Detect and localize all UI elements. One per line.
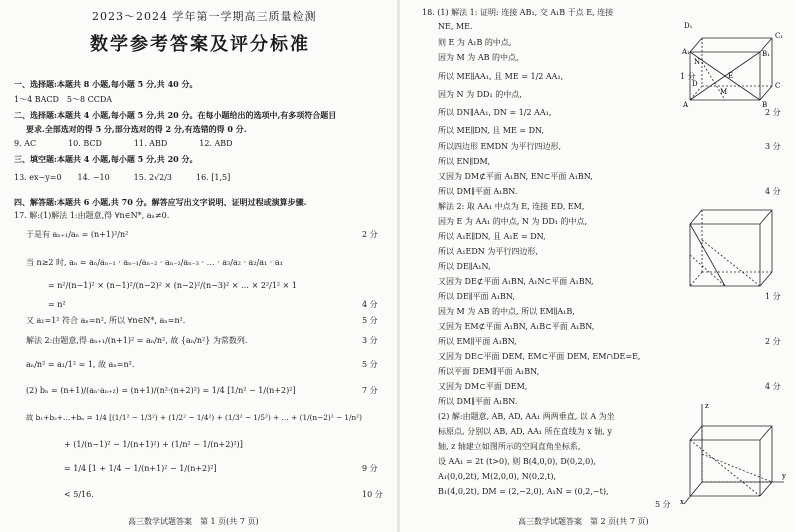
solution-line: 所以四边形 EMDN 为平行四边形,: [438, 142, 562, 151]
prism-figure-1: [680, 8, 790, 108]
answer-line: 9. AC 10. BCD 11. ABD 12. ABD: [14, 139, 233, 148]
figure-label: C₁: [775, 32, 784, 40]
solution-line: 因为 N 为 DD₁ 的中点,: [438, 90, 522, 99]
solution-line: 所以 A₁E∥DN, 且 A₁E = DN,: [438, 232, 546, 241]
section-heading: 三、填空题:本题共 4 小题,每小题 5 分,共 20 分。: [14, 154, 198, 164]
solution-line: NE, ME.: [438, 22, 473, 31]
score-mark: 2 分: [362, 230, 378, 239]
solution-line: 故 b₁+b₂+…+bₙ = 1/4 [(1/1² − 1/3²) + (1/2² − 1/4²) + (1/3² − 1/5²) + … + (1/(n−2)² − 1/n²): [26, 413, 362, 422]
solution-line: 设 AA₁ = 2t (t>0), 则 B(4,0,0), D(0,2,0),: [438, 457, 596, 466]
page-title: 数学参考答案及评分标准: [90, 34, 310, 55]
solution-line: 解法 2:由题意,得 aₙ₊₁/(n+1)² = aₙ/n², 故 {aₙ/n²} 为常数列.: [26, 336, 248, 345]
solution-line: 所以 EM∥平面 A₁BN,: [438, 337, 517, 346]
coordinate-figure: [680, 400, 790, 506]
figure-label: M: [720, 88, 728, 96]
score-mark: 4 分: [765, 187, 781, 196]
section-heading: 二、选择题:本题共 4 小题,每小题 5 分,共 20 分。在每小题给出的选项中,有多项符合题目: [14, 110, 337, 120]
page-2: [400, 0, 794, 532]
figure-label: z: [705, 402, 709, 410]
score-mark: 9 分: [362, 464, 378, 473]
score-mark: 5 分: [362, 316, 378, 325]
solution-line: 18. (1) 解法 1: 证明: 连接 AB₁, 交 A₁B 于点 E, 连接: [422, 8, 614, 17]
solution-line: 又因为 DM⊄平面 A₁BN, EN⊂平面 A₁BN,: [438, 172, 593, 181]
figure-label: N: [694, 58, 701, 66]
solution-line: 又因为 DM⊂平面 DEM,: [438, 382, 528, 391]
exam-header: 2023～2024 学年第一学期高三质量检测: [92, 10, 317, 23]
section-heading: 四、解答题:本题共 6 小题,共 70 分。解答应写出文字说明、证明过程或演算步骤.: [14, 197, 307, 207]
answer-line: 13. ex−y=0 14. −10 15. 2√2/3 16. [1,5]: [14, 173, 231, 182]
score-mark: 7 分: [362, 386, 378, 395]
solution-line: 所以 DE∥A₁N,: [438, 262, 491, 271]
figure-label: B₁: [762, 50, 770, 58]
score-mark: 3 分: [765, 142, 781, 151]
solution-line: 又因为 EM⊄平面 A₁BN, A₁B⊂平面 A₁BN,: [438, 322, 595, 331]
solution-line: (2) 解:由题意, AB, AD, AA₁ 两两垂直, 以 A 为坐: [438, 412, 615, 421]
score-mark: 10 分: [362, 490, 383, 499]
figure-label: A: [683, 101, 689, 108]
solution-line: aₙ/n² = a₁/1² = 1, 故 aₙ=n².: [26, 360, 135, 369]
figure-label: E: [728, 72, 734, 80]
page-footer: 高三数学试题答案 第 2 页(共 7 页): [518, 517, 649, 526]
section-heading: 要求.全部选对的得 5 分,部分选对的得 2 分,有选错的得 0 分.: [26, 124, 247, 134]
solution-line: 所以 DE∥平面 A₁BN,: [438, 292, 515, 301]
solution-line: 于是有 aₙ₊₁/aₙ = (n+1)²/n²: [26, 230, 129, 239]
solution-line: 解法 2: 取 AA₁ 中点为 E, 连接 ED, EM,: [438, 202, 585, 211]
solution-line: = n²: [48, 300, 66, 309]
solution-line: 又因为 DE⊄平面 A₁BN, A₁N⊂平面 A₁BN,: [438, 277, 594, 286]
solution-line: 因为 M 为 AB 的中点,: [438, 53, 519, 62]
solution-line: B₁(4,0,2t), DM = (2,−2,0), A₁N = (0,2,−t),: [438, 487, 609, 496]
figure-label: x: [680, 498, 684, 506]
score-mark: 4 分: [362, 300, 378, 309]
figure-label: D: [692, 80, 698, 88]
solution-line: 则 E 为 A₁B 的中点,: [438, 38, 512, 47]
solution-line: 当 n≥2 时, aₙ = aₙ/aₙ₋₁ · aₙ₋₁/aₙ₋₂ · aₙ₋₂/aₙ₋₃ · … · a₃/a₂ · a₂/a₁ · a₁: [26, 258, 283, 267]
score-mark: 1 分: [680, 72, 696, 81]
section-heading: 一、选择题:本题共 8 小题,每小题 5 分,共 40 分。: [14, 79, 198, 89]
solution-line: 所以平面 DEM∥平面 A₁BN,: [438, 367, 540, 376]
answer-line: 1～4 BACD 5～8 CCDA: [14, 95, 113, 104]
solution-line: 标原点, 分别以 AB, AD, AA₁ 所在直线为 x 轴, y: [438, 427, 612, 436]
solution-line: 所以 DM∥平面 A₁BN.: [438, 187, 518, 196]
score-mark: 5 分: [655, 500, 671, 509]
prism-figure-2: [680, 200, 790, 300]
solution-line: A₁(0,0,2t), M(2,0,0), N(0,2,t),: [438, 472, 557, 481]
solution-line: 所以 ME∥DN, 且 ME = DN,: [438, 126, 545, 135]
solution-line: 所以 EN∥DM,: [438, 157, 491, 166]
solution-line: + (1/(n−1)² − 1/(n+1)²) + (1/n² − 1/(n+2)²)]: [64, 440, 243, 449]
solution-line: = 1/4 [1 + 1/4 − 1/(n+1)² − 1/(n+2)²]: [64, 464, 217, 473]
solution-line: 因为 M 为 AB 的中点, 所以 EM∥A₁B,: [438, 307, 575, 316]
figure-label: A₁: [682, 48, 690, 56]
solution-line: 因为 E 为 AA₁ 的中点, N 为 DD₁ 的中点,: [438, 217, 588, 226]
solution-line: = n²/(n−1)² × (n−1)²/(n−2)² × (n−2)²/(n−3)² × … × 2²/1² × 1: [48, 281, 297, 290]
solution-line: 所以 DN∥AA₁, DN = 1/2 AA₁,: [438, 108, 552, 117]
page-footer: 高三数学试题答案 第 1 页(共 7 页): [128, 517, 259, 526]
solution-line: < 5/16.: [64, 490, 94, 499]
solution-line: 所以 A₁EDN 为平行四边形,: [438, 247, 538, 256]
solution-line: 又 a₁=1² 符合 aₙ=n², 所以 ∀n∈N*, aₙ=n².: [26, 316, 186, 325]
solution-line: 17. 解:(1)解法 1:由题意,得 ∀n∈N*, aₙ≠0.: [14, 211, 170, 220]
score-mark: 2 分: [765, 108, 781, 117]
score-mark: 2 分: [765, 337, 781, 346]
figure-label: D₁: [684, 22, 693, 30]
score-mark: 4 分: [765, 382, 781, 391]
figure-label: y: [782, 472, 786, 480]
solution-line: 所以 ME∥AA₁, 且 ME = 1/2 AA₁,: [438, 72, 564, 81]
score-mark: 3 分: [362, 336, 378, 345]
solution-line: 所以 DM∥平面 A₁BN.: [438, 397, 518, 406]
figure-label: C: [775, 82, 781, 90]
score-mark: 5 分: [362, 360, 378, 369]
figure-label: B: [762, 101, 768, 108]
solution-line: (2) bₙ = (n+1)/(aₙ·aₙ₊₂) = (n+1)/(n²·(n+2)²) = 1/4 [1/n² − 1/(n+2)²]: [26, 386, 296, 395]
solution-line: 轴, z 轴建立如图所示的空间直角坐标系,: [438, 442, 581, 451]
solution-line: 又因为 DE⊂平面 DEM, EM⊂平面 DEM, EM∩DE=E,: [438, 352, 641, 361]
score-mark: 1 分: [765, 292, 781, 301]
